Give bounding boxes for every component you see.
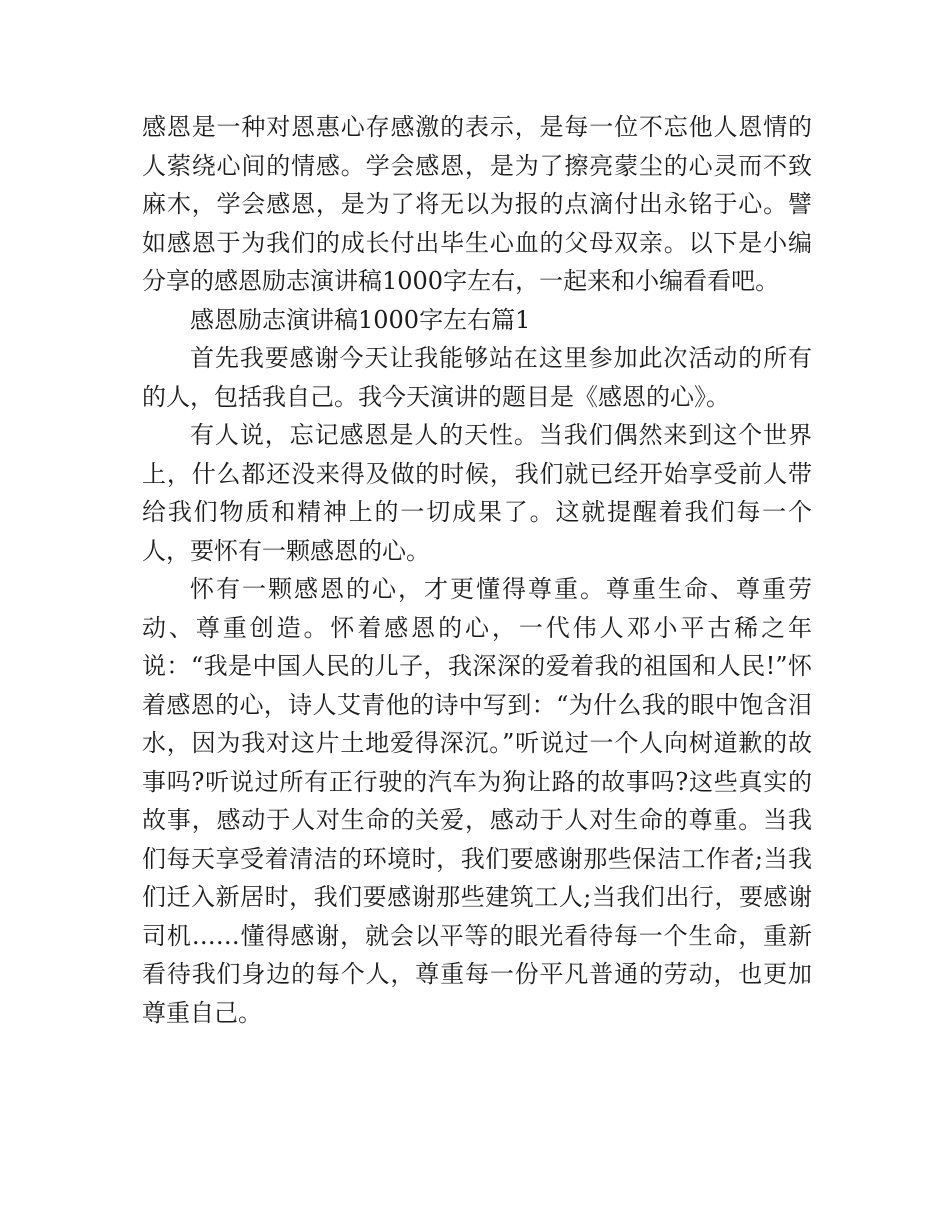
document-body <box>142 108 812 1032</box>
body-paragraph-3: 怀有一颗感恩的心，才更懂得尊重。尊重生命、尊重劳动、尊重创造。怀着感恩的心，一代伟人邓小平古稀之年说：“我是中国人民的儿子，我深深的爱着我的祖国和人民!”怀着感恩的心，诗人艾青他的诗中写到：“为什么我的眼中饱含泪水，因为我对这片土地爱得深沉。”听说过一个人向树道歉的故事吗?听说过所有正行驶的汽车为狗让路的故事吗?这些真实的故事，感动于人对生命的关爱，感动于人对生命的尊重。当我们每天享受着清洁的环境时，我们要感谢那些保洁工作者;当我们迁入新居时，我们要感谢那些建筑工人;当我们出行，要感谢司机……懂得感谢，就会以平等的眼光看待每一个生命，重新看待我们身边的每个人，尊重每一份平凡普通的劳动，也更加尊重自己。 <box>142 575 812 1027</box>
body-paragraph-2: 有人说，忘记感恩是人的天性。当我们偶然来到这个世界上，什么都还没来得及做的时候，我们就已经开始享受前人带给我们物质和精神上的一切成果了。这就提醒着我们每一个人，要怀有一颗感恩的心。 <box>142 421 812 565</box>
section-title: 感恩励志演讲稿1000字左右篇1 <box>190 305 531 334</box>
body-paragraph-1: 首先我要感谢今天让我能够站在这里参加此次活动的所有的人，包括我自己。我今天演讲的题目是《感恩的心》。 <box>142 344 812 411</box>
intro-paragraph: 感恩是一种对恩惠心存感激的表示，是每一位不忘他人恩情的人萦绕心间的情感。学会感恩，是为了擦亮蒙尘的心灵而不致麻木，学会感恩，是为了将无以为报的点滴付出永铭于心。譬如感恩于为我们的成长付出毕生心血的父母双亲。以下是小编分享的感恩励志演讲稿1000字左右，一起来和小编看看吧。 <box>142 113 812 295</box>
